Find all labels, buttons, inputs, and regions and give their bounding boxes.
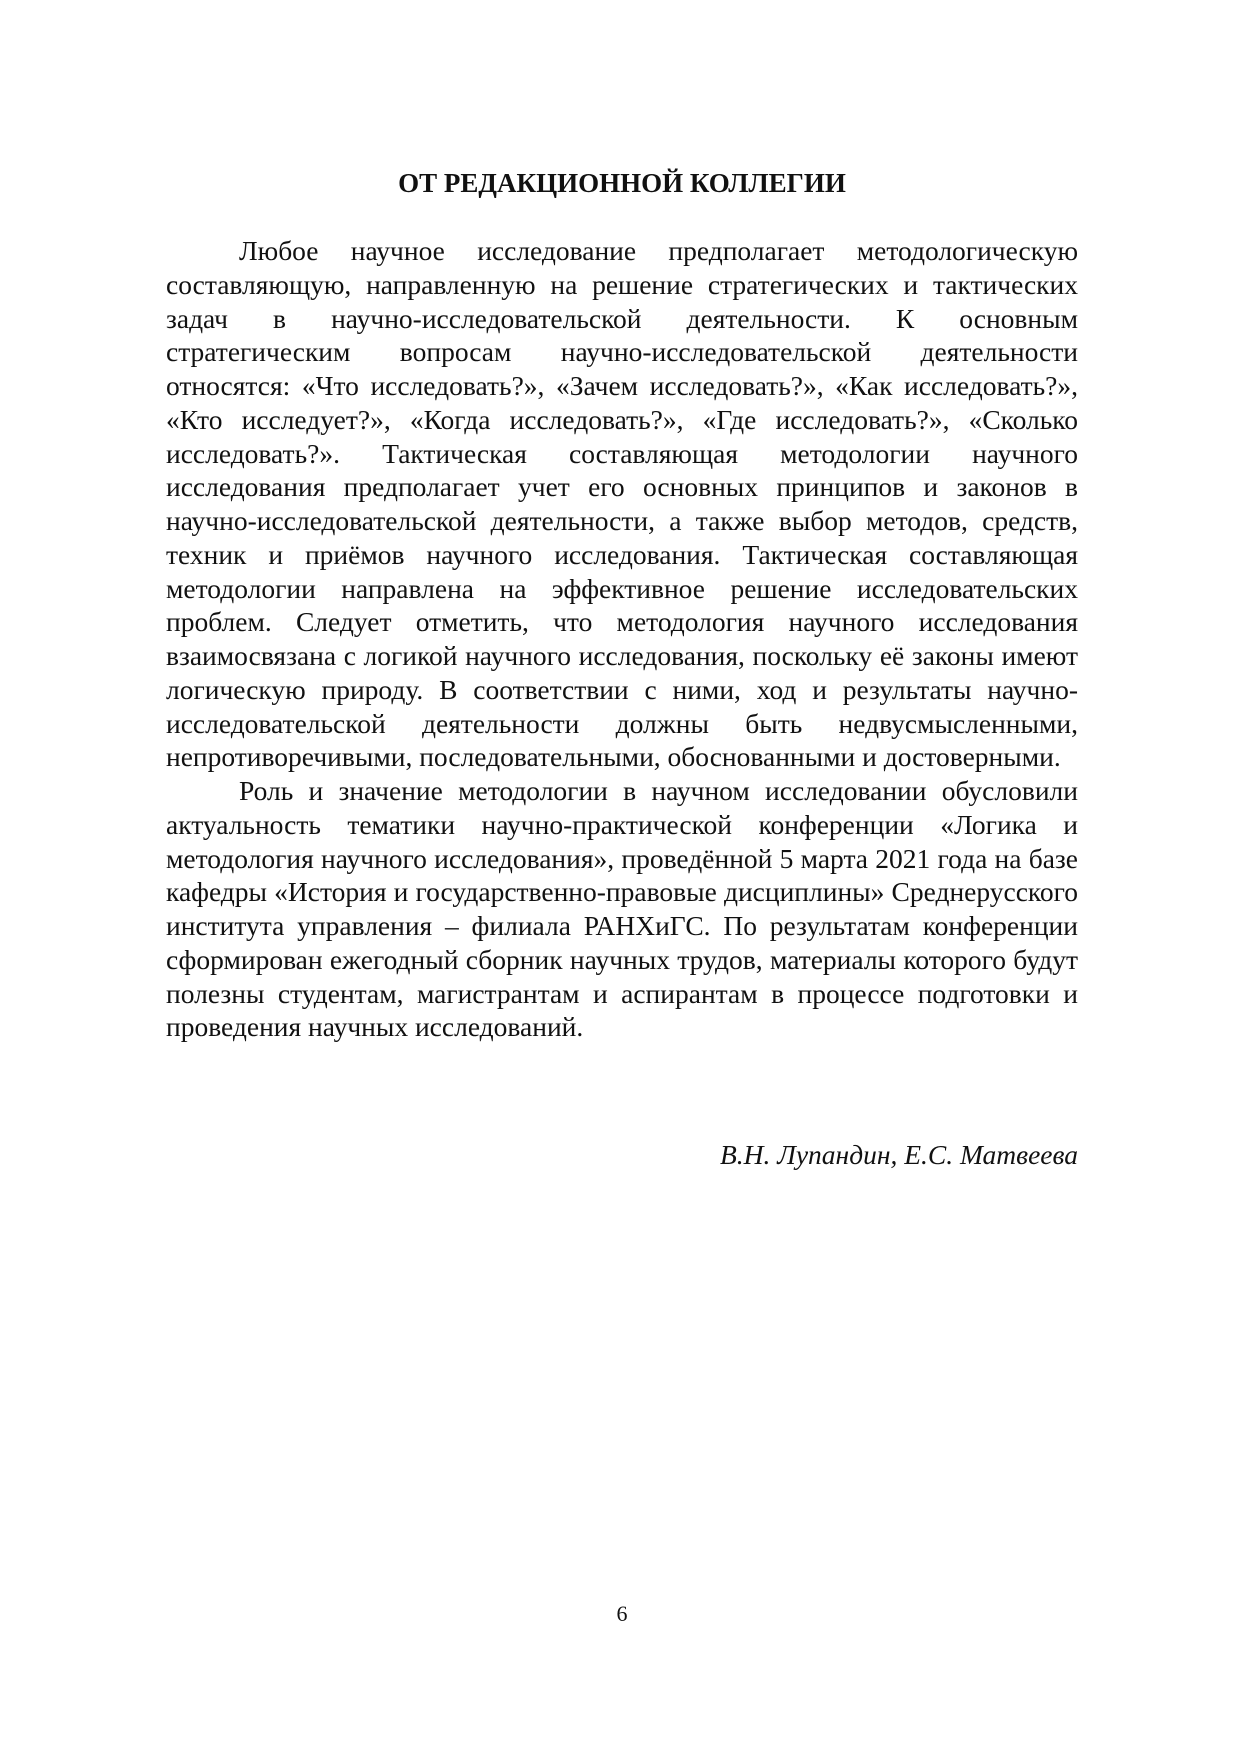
page-title: ОТ РЕДАКЦИОННОЙ КОЛЛЕГИИ bbox=[398, 168, 846, 198]
paragraph-2: Роль и значение методологии в научном исследовании обусловили актуальность тематики научно-практической конференции «Логика и методология научного исследования», проведённой 5 марта 2021 года на базе кафедры «История и государственно-правовые дисциплины» Среднерусского института управления – филиала РАНХиГС. По результатам конференции сформирован ежегодный сборник научных трудов, материалы которого будут полезны студентам, магистрантам и аспирантам в процессе подготовки и проведения научных исследований. bbox=[166, 775, 1078, 1043]
page-number: 6 bbox=[616, 1601, 628, 1626]
authors-signature: В.Н. Лупандин, Е.С. Матвеева bbox=[719, 1139, 1078, 1170]
document-body bbox=[166, 234, 1078, 1044]
paragraph-1: Любое научное исследование предполагает методологическую составляющую, направленную на решение стратегических и тактических задач в научно-исследовательской деятельности. К основным стратегическим вопросам научно-исследовательской деятельности относятся: «Что исследовать?», «Зачем исследовать?», «Как исследовать?», «Кто исследует?», «Когда исследовать?», «Где исследовать?», «Сколько исследовать?». Тактическая составляющая методологии научного исследования предполагает учет его основных принципов и законов в научно-исследовательской деятельности, а также выбор методов, средств, техник и приёмов научного исследования. Тактическая составляющая методологии направлена на эффективное решение исследовательских проблем. Следует отметить, что методология научного исследования взаимосвязана с логикой научного исследования, поскольку её законы имеют логическую природу. В соответствии с ними, ход и результаты научно-исследовательской деятельности должны быть недвусмысленными, непротиворечивыми, последовательными, обоснованными и достоверными. bbox=[166, 235, 1078, 773]
